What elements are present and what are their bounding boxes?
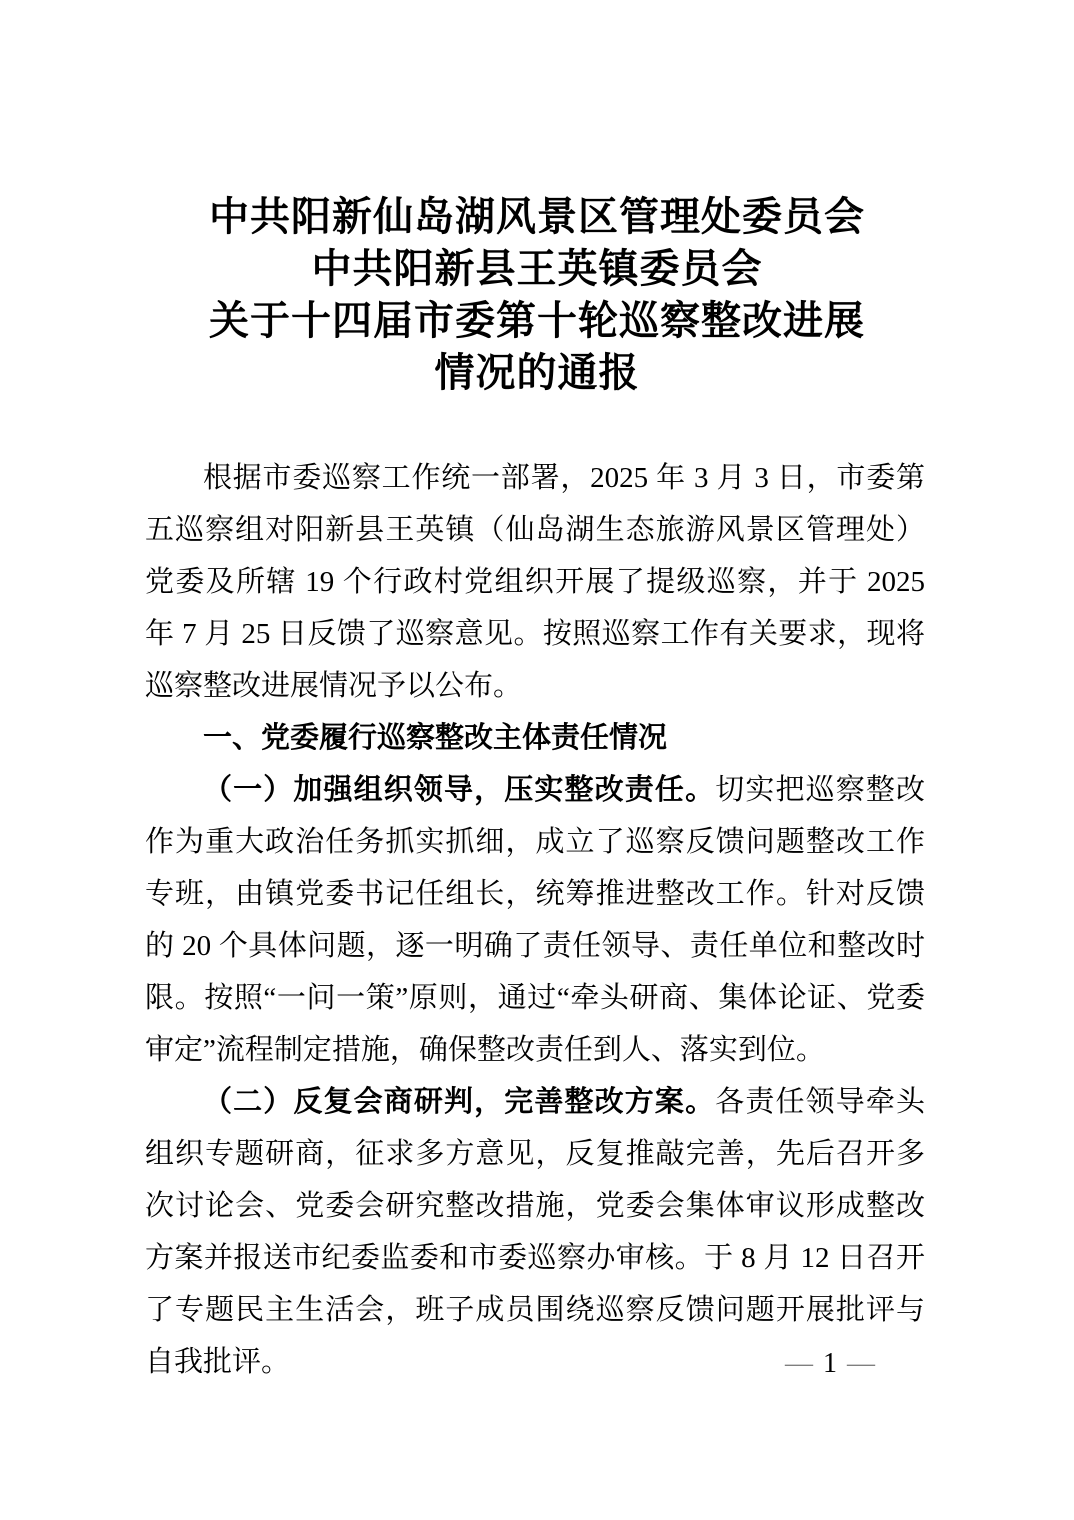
- document-body: [145, 452, 925, 1388]
- paragraph-1-text: 切实把巡察整改作为重大政治任务抓实抓细，成立了巡察反馈问题整改工作专班，由镇党委书记任组长，统筹推进整改工作。针对反馈的 20 个具体问题，逐一明确了责任领导、责任单位和整改时限。按照“一问一策”原则，通过“牵头研商、集体论证、党委审定”流程制定措施，确保整改责任到人、落实到位。: [145, 774, 925, 1066]
- page-number-dash-right: —: [847, 1348, 875, 1379]
- paragraph-2-text: 各责任领导牵头组织专题研商，征求多方意见，反复推敲完善，先后召开多次讨论会、党委会研究整改措施，党委会集体审议形成整改方案并报送市纪委监委和市委巡察办审核。于 8 月 12 日召开了专题民主生活会，班子成员围绕巡察反馈问题开展批评与自我批评。: [145, 1086, 925, 1378]
- intro-paragraph: 根据市委巡察工作统一部署，2025 年 3 月 3 日，市委第五巡察组对阳新县王英镇（仙岛湖生态旅游风景区管理处）党委及所辖 19 个行政村党组织开展了提级巡察，并于 2025 年 7 月 25 日反馈了巡察意见。按照巡察工作有关要求，现将巡察整改进展情况予以公布。: [145, 462, 925, 702]
- title-line-1: 中共阳新仙岛湖风景区管理处委员会: [209, 194, 865, 239]
- page-number-value: 1: [823, 1348, 837, 1379]
- paragraph-1-lead: （一）加强组织领导，压实整改责任。: [203, 774, 716, 806]
- section-heading-1: 一、党委履行巡察整改主体责任情况: [203, 722, 668, 754]
- document-title: [0, 191, 1074, 399]
- title-line-3: 关于十四届市委第十轮巡察整改进展: [209, 298, 865, 343]
- paragraph-2: [145, 1076, 925, 1388]
- title-line-2: 中共阳新县王英镇委员会: [311, 246, 763, 291]
- paragraph-2-lead: （二）反复会商研判，完善整改方案。: [203, 1086, 716, 1118]
- title-line-4: 情况的通报: [434, 350, 640, 395]
- page-number-dash-left: —: [785, 1348, 813, 1379]
- paragraph-1: [145, 764, 925, 1076]
- page-number: [775, 1344, 885, 1384]
